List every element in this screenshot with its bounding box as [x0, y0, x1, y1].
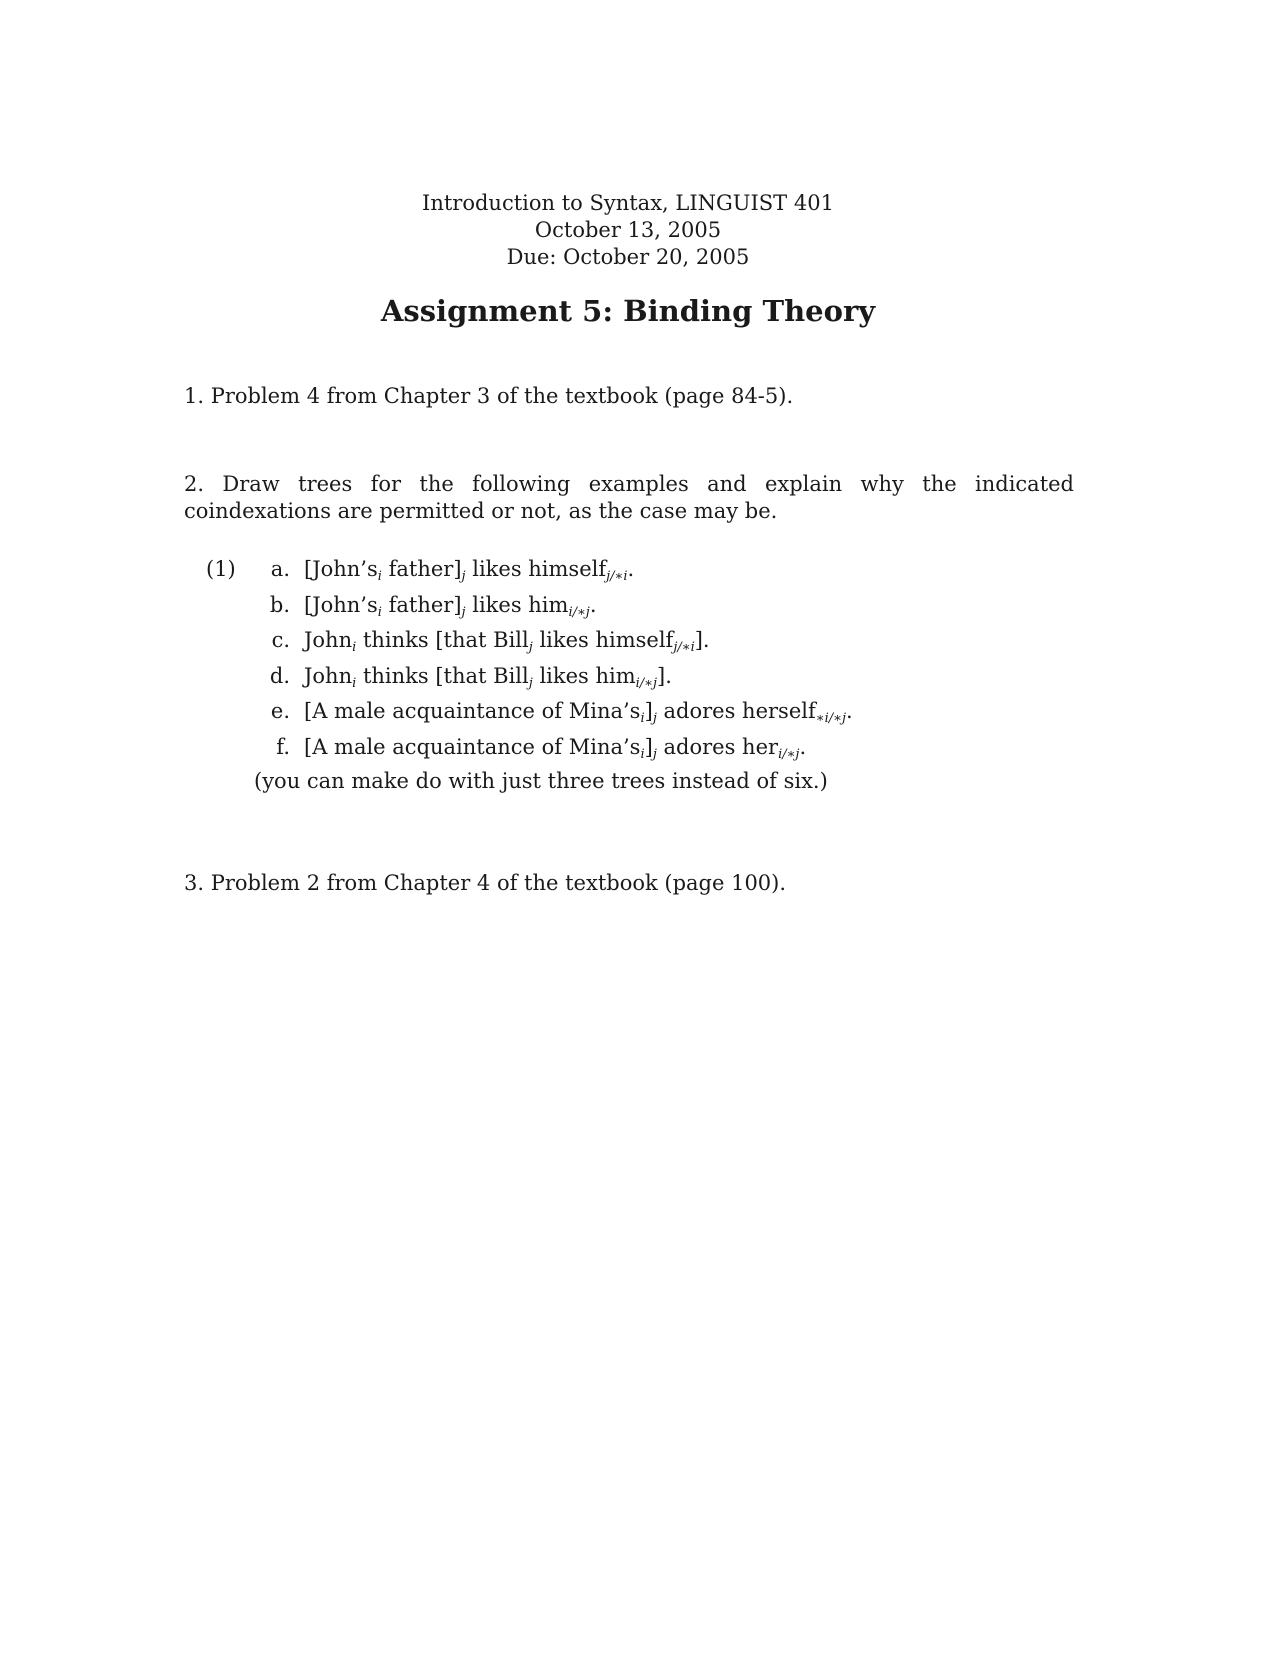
example-item — [254, 659, 1074, 695]
course-line: Introduction to Syntax, LINGUIST 401 — [422, 191, 834, 215]
sentence-text: [John’s — [304, 557, 378, 581]
index-subscript: i — [377, 604, 382, 620]
index-subscript: i — [640, 711, 645, 727]
index-subscript: i — [640, 746, 645, 762]
example-sentence — [304, 659, 672, 695]
sentence-text: . — [589, 592, 597, 617]
sentence-text: likes him — [532, 663, 636, 688]
example-item — [254, 694, 1074, 730]
sentence-text: John — [304, 663, 353, 688]
example-item — [254, 730, 1074, 766]
index-subscript: j/∗i — [673, 640, 695, 656]
sentence-text: adores herself — [656, 699, 816, 724]
sentence-text: . — [627, 557, 635, 581]
example-sentence — [304, 623, 710, 659]
example-sentence — [304, 552, 634, 588]
sentence-text: ]. — [694, 628, 710, 653]
assignment-title: Assignment 5: Binding Theory — [380, 294, 876, 328]
example-label: b. — [269, 592, 290, 617]
sentence-text: thinks [that Bill — [356, 663, 529, 688]
example-label: c. — [271, 628, 290, 653]
example-note: (you can make do with just three trees instead of six.) — [254, 768, 828, 793]
example-sentence — [304, 694, 853, 730]
due-line: Due: October 20, 2005 — [506, 245, 750, 269]
sentence-text: ]. — [657, 663, 672, 688]
index-subscript: i — [352, 640, 357, 656]
example-label: e. — [270, 699, 290, 724]
index-subscript: i/∗j — [778, 746, 800, 762]
index-subscript: j — [652, 711, 657, 727]
sentence-text: John — [304, 628, 353, 653]
index-subscript: j — [528, 675, 533, 691]
example-sentence — [304, 730, 806, 766]
sentence-text: father] — [381, 592, 462, 617]
index-subscript: j — [652, 746, 657, 762]
document-header — [0, 190, 1256, 271]
problem-1: 1. Problem 4 from Chapter 3 of the textbook (page 84-5). — [184, 384, 794, 408]
index-subscript: ∗i/∗j — [815, 711, 846, 727]
sentence-text: likes himself — [465, 557, 607, 581]
sentence-text: likes him — [465, 592, 569, 617]
index-subscript: i — [377, 569, 382, 584]
index-subscript: i — [352, 675, 357, 691]
example-number: (1) — [206, 557, 236, 581]
index-subscript: i/∗j — [635, 675, 658, 691]
index-subscript: j — [461, 604, 466, 620]
example-item — [254, 588, 1074, 624]
example-label: d. — [269, 663, 290, 688]
example-label: f. — [276, 734, 290, 759]
example-item — [254, 623, 1074, 659]
index-subscript: j — [461, 569, 466, 584]
problem-2: 2. Draw trees for the following examples and explain why the indicated coindexations are permitted or not, as the case may be. — [184, 472, 1074, 523]
sentence-text: . — [799, 734, 807, 759]
sentence-text: [John’s — [304, 592, 378, 617]
example-item — [254, 552, 1074, 588]
example-list — [254, 552, 1074, 799]
index-subscript: j/∗i — [606, 569, 628, 584]
sentence-text: thinks [that Bill — [356, 628, 529, 653]
index-subscript: i/∗j — [568, 604, 590, 620]
example-sentence — [304, 588, 597, 624]
example-label: a. — [270, 557, 290, 581]
sentence-text: [A male acquaintance of Mina’s — [304, 734, 641, 759]
date-line: October 13, 2005 — [534, 218, 722, 242]
sentence-text: adores her — [656, 734, 779, 759]
sentence-text: [A male acquaintance of Mina’s — [304, 699, 641, 724]
index-subscript: j — [528, 640, 533, 656]
sentence-text: . — [846, 699, 853, 724]
sentence-text: likes himself — [532, 628, 674, 653]
sentence-text: ] — [644, 699, 653, 724]
problem-3: 3. Problem 2 from Chapter 4 of the textbook (page 100). — [184, 871, 787, 895]
sentence-text: father] — [381, 557, 462, 581]
sentence-text: ] — [644, 734, 653, 759]
